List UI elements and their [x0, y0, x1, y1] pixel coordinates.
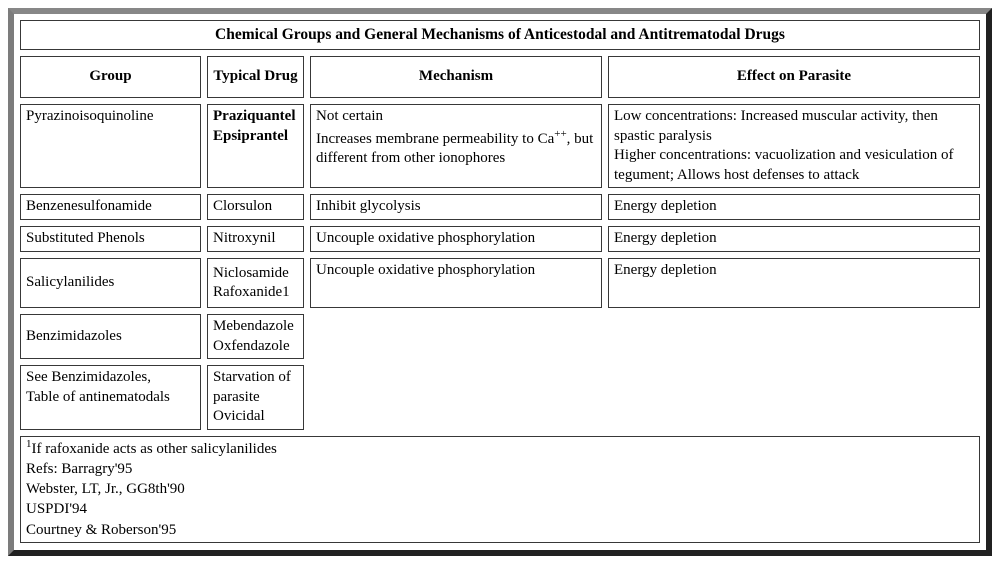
footnote-line [26, 439, 974, 459]
table-row [20, 194, 980, 220]
effect-cell [608, 104, 980, 188]
typical-drug-cell [207, 258, 304, 308]
footnote-text: If rafoxanide acts as other salicylanilides [31, 440, 277, 457]
column-header-mechanism: Mechanism [310, 56, 602, 98]
typical-drug-cell: Nitroxynil [207, 226, 304, 252]
table-row [20, 314, 980, 359]
reference-line: USPDI'94 [26, 501, 88, 518]
effect-cell: Energy depletion [608, 226, 980, 252]
column-header-typical-drug: Typical Drug [207, 56, 304, 98]
drug-name: Niclosamide [213, 264, 289, 281]
drug-name: Ovicidal [213, 408, 265, 424]
column-header-group: Group [20, 56, 201, 98]
group-cell: Salicylanilides [20, 258, 201, 308]
group-cell [20, 365, 201, 430]
mechanism-cell: Inhibit glycolysis [310, 194, 602, 220]
drug-name: Praziquantel [213, 108, 296, 124]
typical-drug-cell [207, 365, 304, 430]
typical-drug-cell [207, 104, 304, 188]
footnote-superscript: 1 [26, 437, 32, 450]
drug-mechanisms-table [14, 14, 986, 549]
mechanism-cell: Uncouple oxidative phosphorylation [310, 258, 602, 308]
drug-name: Epsiprantel [213, 127, 289, 144]
table-row [20, 104, 980, 188]
column-header-effect: Effect on Parasite [608, 56, 980, 98]
group-cell: Benzenesulfonamide [20, 194, 201, 220]
table-row [20, 226, 980, 252]
typical-drug-cell [207, 314, 304, 359]
table-row [20, 258, 980, 308]
footnote-cell [20, 436, 980, 543]
group-line: Table of antinematodals [26, 388, 170, 405]
group-cell: Pyrazinoisoquinoline [20, 104, 201, 188]
reference-line: Webster, LT, Jr., GG8th'90 [26, 481, 185, 497]
effect-cell: Energy depletion [608, 258, 980, 308]
drug-name: Rafoxanide1 [213, 284, 290, 300]
drug-name: Oxfendazole [213, 337, 290, 354]
drug-name: Starvation of parasite [213, 369, 291, 405]
effect-line: Low concentrations: Increased muscular activity, then spastic paralysis [614, 108, 938, 144]
group-line: See Benzimidazoles, [26, 369, 151, 385]
effect-cell: Energy depletion [608, 194, 980, 220]
effect-line: Higher concentrations: vacuolization and vesiculation of tegument; Allows host defenses to attack [614, 147, 954, 183]
group-cell: Substituted Phenols [20, 226, 201, 252]
mechanism-cell [310, 104, 602, 188]
empty-area [310, 314, 980, 359]
empty-area [310, 365, 980, 430]
mechanism-cell: Uncouple oxidative phosphorylation [310, 226, 602, 252]
footnote-row [20, 436, 980, 543]
header-row [20, 56, 980, 98]
reference-line: Refs: Barragry'95 [26, 460, 133, 477]
title-row [20, 20, 980, 50]
mechanism-line: Increases membrane permeability to Ca++, but different from other ionophores [316, 127, 594, 166]
table-title: Chemical Groups and General Mechanisms of Anticestodal and Antitrematodal Drugs [20, 20, 980, 50]
drug-name: Mebendazole [213, 318, 294, 334]
table-row [20, 365, 980, 430]
mechanism-line: Not certain [316, 108, 384, 124]
table-frame [8, 8, 992, 556]
reference-line: Courtney & Roberson'95 [26, 521, 177, 538]
typical-drug-cell: Clorsulon [207, 194, 304, 220]
superscript: ++ [554, 127, 567, 140]
group-cell: Benzimidazoles [20, 314, 201, 359]
